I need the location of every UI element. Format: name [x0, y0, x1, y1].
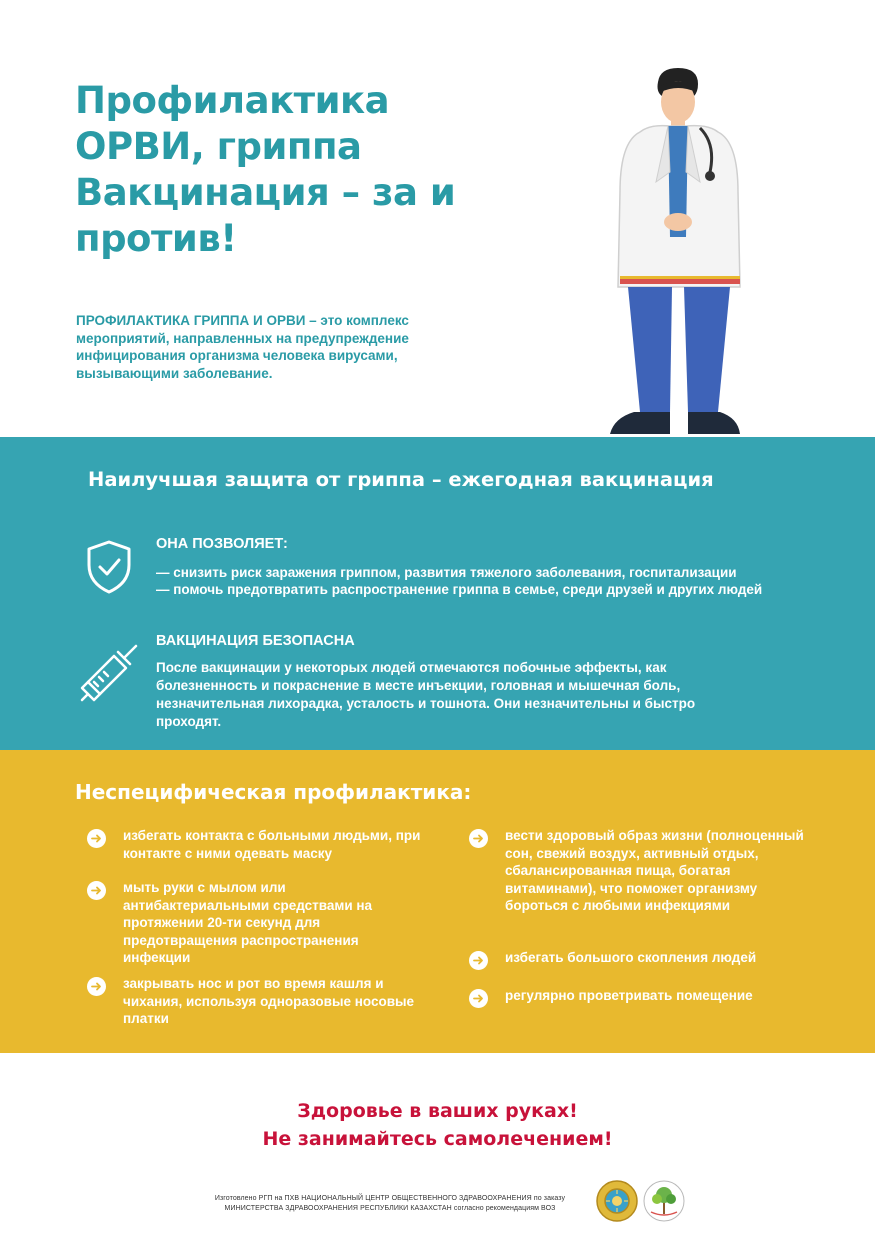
- arrow-right-icon: [87, 977, 106, 996]
- title-line: против!: [75, 217, 237, 260]
- slogan: [0, 1097, 875, 1153]
- benefit-item: — снизить риск заражения гриппом, развития тяжелого заболевания, госпитализации: [156, 565, 737, 580]
- list-item-text: вести здоровый образ жизни (полноценный сон, свежий воздух, активный отдых, сбалансированная пища, богатая витаминами), что поможет организму бороться с любыми инфекциями: [505, 828, 804, 913]
- arrow-right-icon: [469, 951, 488, 970]
- vaccination-section: [0, 437, 875, 750]
- list-item: [87, 975, 417, 1028]
- intro-text: ПРОФИЛАКТИКА ГРИППА И ОРВИ – это комплекс мероприятий, направленных на предупреждение инфицирования организма человека вирусами, вызывающими заболевание.: [76, 313, 409, 381]
- slogan-line-1: Здоровье в ваших руках!: [297, 1100, 578, 1122]
- title-line: Профилактика: [75, 79, 390, 122]
- slogan-line-2: Не занимайтесь самолечением!: [262, 1128, 613, 1150]
- page-title: [75, 78, 535, 262]
- list-item-text: закрывать нос и рот во время кашля и чихания, используя одноразовые носовые платки: [123, 976, 415, 1026]
- list-item-text: регулярно проветривать помещение: [505, 988, 753, 1003]
- safety-text: После вакцинации у некоторых людей отмечаются побочные эффекты, как болезненность и покраснение в месте инъекции, головная и мышечная боль, незначительная лихорадка, усталость и тошнота. Они незначительны и быстро проходят.: [156, 660, 696, 729]
- safety-title: ВАКЦИНАЦИЯ БЕЗОПАСНА: [156, 633, 355, 649]
- list-item-text: мыть руки с мылом или антибактериальными средствами на протяжении 20-ти секунд для предотвращения распространения инфекции: [123, 880, 373, 965]
- list-item: [469, 827, 809, 915]
- list-item: [87, 827, 432, 862]
- list-item: [87, 879, 397, 967]
- list-item-text: избегать большого скопления людей: [505, 950, 757, 965]
- syringe-icon: [78, 642, 140, 704]
- benefits-title: ОНА ПОЗВОЛЯЕТ:: [156, 536, 288, 552]
- arrow-right-icon: [87, 829, 106, 848]
- list-item: [469, 987, 809, 1008]
- arrow-right-icon: [469, 829, 488, 848]
- title-line: ОРВИ, гриппа: [75, 125, 362, 168]
- benefit-item: — помочь предотвратить распространение гриппа в семье, среди друзей и других людей: [156, 582, 763, 597]
- vaccination-heading: Наилучшая защита от гриппа – ежегодная вакцинация: [88, 468, 714, 491]
- list-item-text: избегать контакта с больными людьми, при контакте с ними одевать маску: [123, 828, 421, 861]
- doctor-illustration: [590, 62, 760, 447]
- list-item: [469, 949, 809, 970]
- title-line: Вакцинация – за и: [75, 171, 456, 214]
- nonspecific-heading: Неспецифическая профилактика:: [75, 780, 472, 804]
- shield-check-icon: [85, 539, 133, 595]
- arrow-right-icon: [469, 989, 488, 1008]
- arrow-right-icon: [87, 881, 106, 900]
- credit-text: Изготовлено РГП на ПХВ НАЦИОНАЛЬНЫЙ ЦЕНТР ОБЩЕСТВЕННОГО ЗДРАВООХРАНЕНИЯ по заказу МИНИСТЕРСТВА ЗДРАВООХРАНЕНИЯ РЕСПУБЛИКИ КАЗАХСТАН согласно рекомендациям ВОЗ: [214, 1195, 566, 1212]
- health-center-logo-icon: [643, 1180, 685, 1222]
- nonspecific-section: [0, 750, 875, 1053]
- state-emblem-icon: [596, 1180, 638, 1222]
